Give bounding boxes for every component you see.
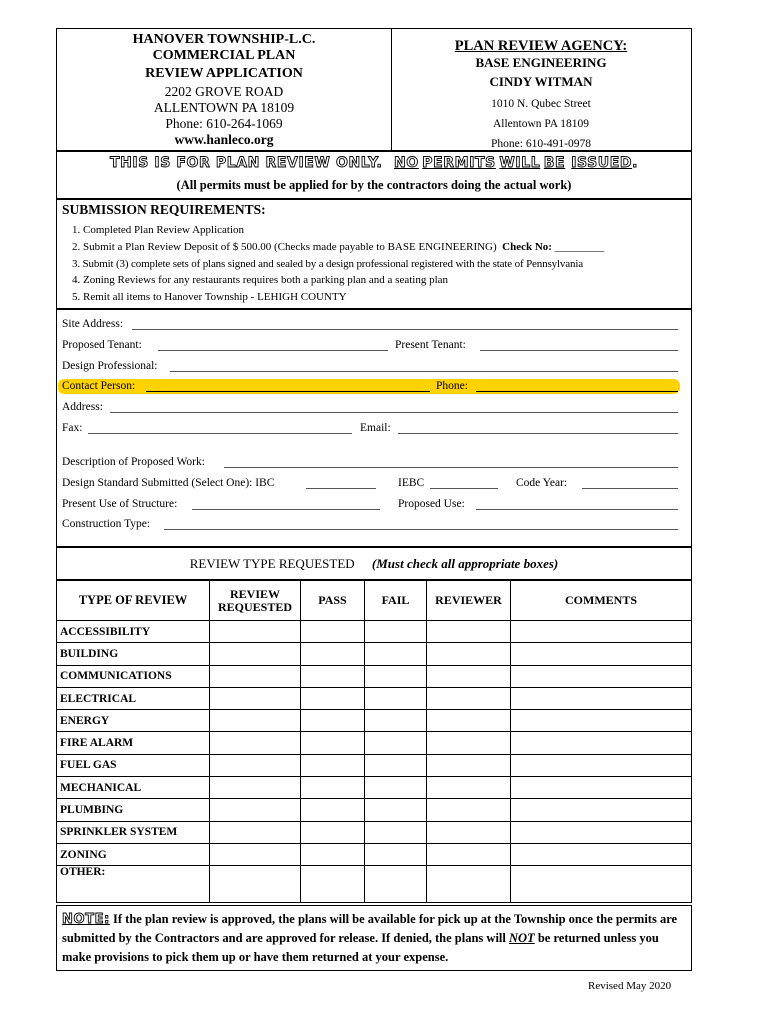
ibc-field[interactable] (306, 488, 376, 489)
note-text-2: be returned unless you make provisions to pick them up or have them returned at your expense. (62, 931, 659, 964)
proposed-tenant-label: Proposed Tenant: (62, 339, 142, 351)
reviewer-cell[interactable] (427, 754, 511, 776)
notice-will: WILL (499, 155, 541, 171)
pass-cell[interactable] (301, 687, 365, 709)
review-row (57, 843, 692, 865)
review-type-label: OTHER: (57, 866, 210, 903)
contact-person-field[interactable] (146, 391, 430, 392)
review-requested-cell[interactable] (210, 687, 301, 709)
review-type-label: COMMUNICATIONS (57, 665, 210, 687)
design-standard-label: Design Standard Submitted (Select One): IBC (62, 477, 275, 489)
review-type-label: ACCESSIBILITY (57, 621, 210, 643)
review-table (56, 580, 692, 903)
review-heading (56, 556, 692, 572)
comments-cell[interactable] (511, 665, 692, 687)
review-header-row (57, 581, 692, 621)
township-title-2: COMMERCIAL PLAN (152, 48, 296, 63)
pass-cell[interactable] (301, 665, 365, 687)
review-table-body (57, 621, 692, 903)
review-row (57, 710, 692, 732)
pass-cell[interactable] (301, 710, 365, 732)
phone-field[interactable] (476, 391, 678, 392)
review-row (57, 687, 692, 709)
fail-cell[interactable] (365, 732, 427, 754)
review-requested-cell[interactable] (210, 754, 301, 776)
township-phone: Phone: 610-264-1069 (165, 116, 283, 131)
review-row (57, 821, 692, 843)
review-row (57, 621, 692, 643)
review-type-label: FUEL GAS (57, 754, 210, 776)
description-label: Description of Proposed Work: (62, 456, 205, 468)
notice-no: NO (393, 155, 419, 171)
review-row (57, 799, 692, 821)
reviewer-cell[interactable] (427, 643, 511, 665)
review-type-label: SPRINKLER SYSTEM (57, 821, 210, 843)
col-pass-header: PASS (301, 581, 365, 621)
address-label: Address: (62, 401, 103, 413)
fail-cell[interactable] (365, 665, 427, 687)
township-address-1: 2202 GROVE ROAD (164, 84, 284, 99)
review-type-label: FIRE ALARM (57, 732, 210, 754)
reviewer-cell[interactable] (427, 665, 511, 687)
present-use-field[interactable] (192, 509, 380, 510)
fax-label: Fax: (62, 422, 83, 434)
code-year-label: Code Year: (516, 477, 568, 489)
review-requested-cell[interactable] (210, 665, 301, 687)
reviewer-cell[interactable] (427, 821, 511, 843)
present-tenant-field[interactable] (480, 350, 678, 351)
contact-person-label: Contact Person: (62, 380, 136, 392)
notice-permits: PERMITS (422, 155, 496, 171)
pass-cell[interactable] (301, 821, 365, 843)
notice-part1: THIS IS FOR PLAN REVIEW ONLY. (109, 155, 383, 171)
phone-label: Phone: (436, 380, 468, 392)
review-type-label: ZONING (57, 843, 210, 865)
reviewer-cell[interactable] (427, 732, 511, 754)
pass-cell[interactable] (301, 799, 365, 821)
review-requested-cell[interactable] (210, 710, 301, 732)
submission-item: 4. Zoning Reviews for any restaurants requires both a parking plan and a seating plan (72, 274, 449, 287)
review-row (57, 643, 692, 665)
pass-cell[interactable] (301, 621, 365, 643)
col-comments-header: COMMENTS (511, 581, 692, 621)
notice-subtext: (All permits must be applied for by the contractors doing the actual work) (176, 178, 572, 192)
note-text (62, 910, 688, 967)
comments-cell[interactable] (511, 643, 692, 665)
description-field[interactable] (224, 467, 678, 468)
submission-item: 3. Submit (3) complete sets of plans signed and sealed by a design professional registered with the state of Pennsylvania (72, 257, 583, 270)
reviewer-cell[interactable] (427, 777, 511, 799)
fail-cell[interactable] (365, 843, 427, 865)
review-heading-note: (Must check all appropriate boxes) (371, 556, 559, 571)
comments-cell[interactable] (511, 621, 692, 643)
review-row (57, 777, 692, 799)
township-title-3: REVIEW APPLICATION (145, 66, 303, 81)
check-no-label: Check No: (502, 240, 552, 253)
present-tenant-label: Present Tenant: (395, 339, 466, 351)
present-use-label: Present Use of Structure: (62, 498, 178, 510)
iebc-label: IEBC (398, 477, 425, 489)
review-heading-title: REVIEW TYPE REQUESTED (189, 556, 355, 571)
review-row (57, 866, 692, 903)
submission-item: 1. Completed Plan Review Application (72, 224, 245, 236)
comments-cell[interactable] (511, 732, 692, 754)
comments-cell[interactable] (511, 710, 692, 732)
review-requested-cell[interactable] (210, 621, 301, 643)
proposed-tenant-field[interactable] (158, 350, 388, 351)
township-block (58, 32, 390, 148)
review-type-label: MECHANICAL (57, 777, 210, 799)
reviewer-cell[interactable] (427, 843, 511, 865)
note-not: NOT (509, 931, 535, 945)
township-website[interactable]: www.hanleco.org (174, 132, 274, 147)
pass-cell[interactable] (301, 754, 365, 776)
pass-cell[interactable] (301, 732, 365, 754)
agency-city: Allentown PA 18109 (492, 118, 590, 130)
comments-cell[interactable] (511, 799, 692, 821)
comments-cell[interactable] (511, 843, 692, 865)
reviewer-cell[interactable] (427, 710, 511, 732)
review-requested-cell[interactable] (210, 777, 301, 799)
notice-issued: ISSUED (571, 155, 633, 171)
email-label: Email: (360, 422, 391, 434)
submission-item: 2. Submit a Plan Review Deposit of $ 500.00 (Checks made payable to BASE ENGINEERING) Check No: _________ (72, 240, 605, 253)
review-type-label: BUILDING (57, 643, 210, 665)
fail-cell[interactable] (365, 866, 427, 903)
fail-cell[interactable] (365, 754, 427, 776)
code-year-field[interactable] (582, 488, 678, 489)
review-requested-cell[interactable] (210, 866, 301, 903)
agency-company: BASE ENGINEERING (475, 55, 607, 70)
fail-cell[interactable] (365, 821, 427, 843)
pass-cell[interactable] (301, 843, 365, 865)
review-type-label: ELECTRICAL (57, 687, 210, 709)
pass-cell[interactable] (301, 777, 365, 799)
fail-cell[interactable] (365, 710, 427, 732)
review-requested-cell[interactable] (210, 821, 301, 843)
fail-cell[interactable] (365, 777, 427, 799)
submission-item: 5. Remit all items to Hanover Township - LEHIGH COUNTY (72, 291, 347, 304)
notice-period: . (632, 155, 639, 171)
comments-cell[interactable] (511, 687, 692, 709)
email-field[interactable] (398, 433, 678, 434)
township-title-1: HANOVER TOWNSHIP-L.C. (132, 32, 316, 47)
revised-date: Revised May 2020 (588, 980, 672, 992)
agency-street: 1010 N. Qubec Street (491, 98, 591, 110)
col-fail-header: FAIL (365, 581, 427, 621)
agency-block (392, 38, 690, 152)
design-professional-label: Design Professional: (62, 360, 158, 372)
review-row (57, 754, 692, 776)
comments-cell[interactable] (511, 777, 692, 799)
review-requested-cell[interactable] (210, 643, 301, 665)
col-requested-header: REVIEW REQUESTED (210, 581, 301, 621)
col-reviewer-header: REVIEWER (427, 581, 511, 621)
comments-cell[interactable] (511, 754, 692, 776)
construction-type-label: Construction Type: (62, 518, 151, 530)
address-field[interactable] (110, 412, 678, 413)
fail-cell[interactable] (365, 621, 427, 643)
reviewer-cell[interactable] (427, 687, 511, 709)
fax-field[interactable] (88, 433, 352, 434)
proposed-use-label: Proposed Use: (398, 498, 465, 510)
review-type-label: PLUMBING (57, 799, 210, 821)
pass-cell[interactable] (301, 866, 365, 903)
agency-heading: PLAN REVIEW AGENCY: (454, 38, 628, 54)
agency-contact: CINDY WITMAN (489, 74, 593, 89)
construction-type-field[interactable] (164, 529, 678, 530)
note-label: NOTE: (62, 912, 110, 927)
site-address-label: Site Address: (62, 318, 124, 330)
review-row (57, 665, 692, 687)
notice-be: BE (543, 155, 566, 171)
pass-cell[interactable] (301, 643, 365, 665)
reviewer-cell[interactable] (427, 621, 511, 643)
iebc-field[interactable] (430, 488, 498, 489)
township-address-2: ALLENTOWN PA 18109 (153, 100, 295, 115)
review-requested-cell[interactable] (210, 732, 301, 754)
proposed-use-field[interactable] (476, 509, 678, 510)
reviewer-cell[interactable] (427, 866, 511, 903)
review-row (57, 732, 692, 754)
design-professional-field[interactable] (170, 371, 678, 372)
review-requested-cell[interactable] (210, 799, 301, 821)
note-text-1: If the plan review is approved, the plans will be available for pick up at the Township once the permits are submitted by the Contractors and are approved for release. If denied, the plans will (62, 912, 678, 945)
reviewer-cell[interactable] (427, 799, 511, 821)
comments-cell[interactable] (511, 821, 692, 843)
notice-headline (56, 155, 692, 172)
review-type-label: ENERGY (57, 710, 210, 732)
agency-phone: Phone: 610-491-0978 (491, 138, 591, 150)
submission-heading: SUBMISSION REQUIREMENTS: (62, 202, 266, 217)
comments-cell[interactable] (511, 866, 692, 903)
col-type-header: TYPE OF REVIEW (57, 581, 210, 621)
review-requested-cell[interactable] (210, 843, 301, 865)
submission-list (72, 222, 604, 306)
site-address-field[interactable] (132, 329, 678, 330)
check-no-field[interactable]: _________ (554, 240, 605, 253)
fail-cell[interactable] (365, 643, 427, 665)
fail-cell[interactable] (365, 799, 427, 821)
fail-cell[interactable] (365, 687, 427, 709)
